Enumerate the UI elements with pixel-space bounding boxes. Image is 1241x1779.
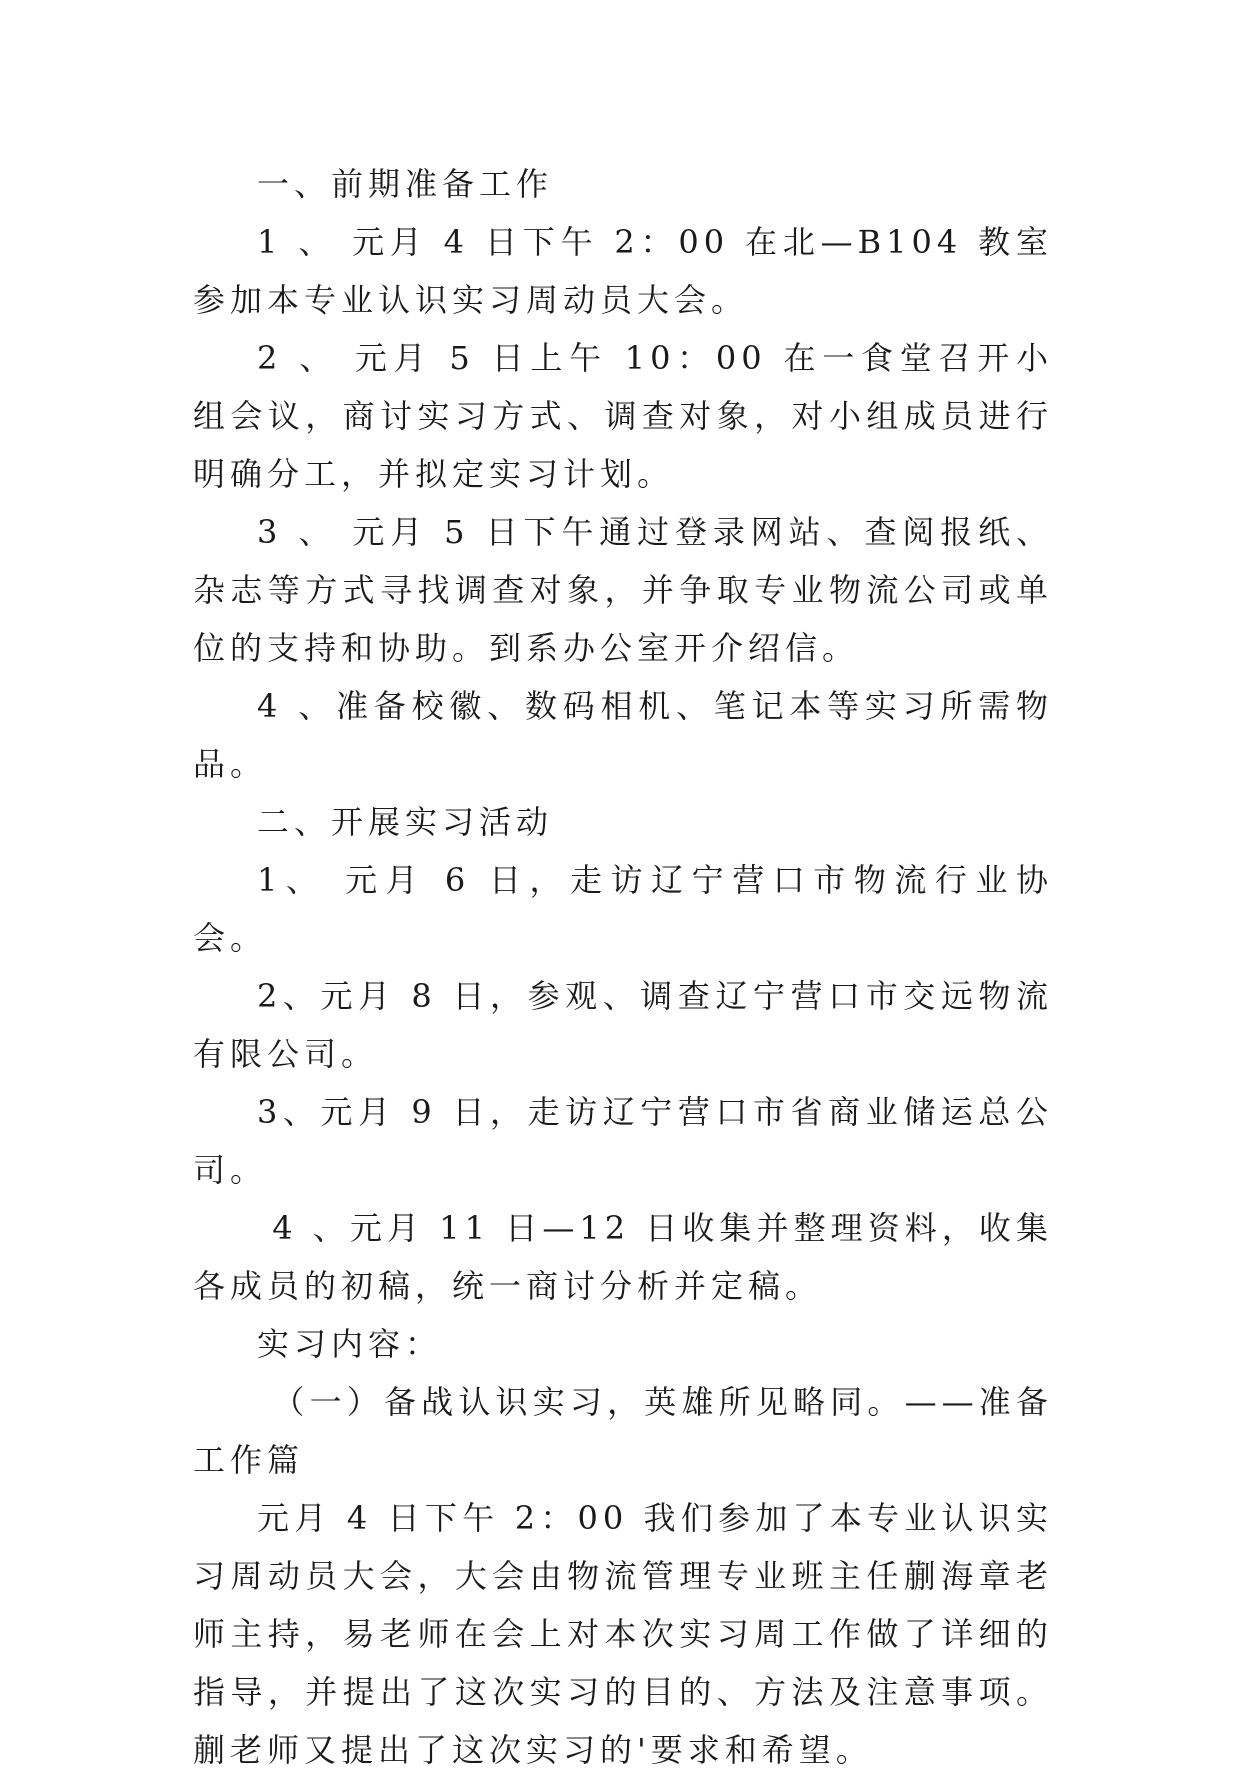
subsection-heading: （一）备战认识实习，英雄所见略同。——准备工作篇	[193, 1383, 1053, 1479]
list-item: 3 、 元月 5 日下午通过登录网站、查阅报纸、杂志等方式寻找调查对象，并争取专业物流公司或单位的支持和协助。到系办公室开介绍信。	[193, 513, 1053, 667]
list-item: 4 、元月 11 日—12 日收集并整理资料，收集各成员的初稿，统一商讨分析并定稿。	[193, 1209, 1053, 1305]
document-body	[193, 155, 1053, 1779]
list-item: 2 、 元月 5 日上午 10：00 在一食堂召开小组会议，商讨实习方式、调查对象，对小组成员进行明确分工，并拟定实习计划。	[193, 339, 1053, 493]
list-item: 1、 元月 6 日，走访辽宁营口市物流行业协会。	[193, 861, 1053, 957]
list-item: 3、元月 9 日，走访辽宁营口市省商业储运总公司。	[193, 1093, 1053, 1189]
section-heading-content: 实习内容：	[257, 1325, 443, 1363]
section-heading-preparation: 一、前期准备工作	[257, 165, 554, 203]
section-heading-activities: 二、开展实习活动	[257, 803, 554, 841]
body-paragraph: 元月 4 日下午 2：00 我们参加了本专业认识实习周动员大会，大会由物流管理专业班主任蒯海章老师主持，易老师在会上对本次实习周工作做了详细的指导，并提出了这次实习的目的、方法及注意事项。蒯老师又提出了这次实习的'要求和希望。	[193, 1499, 1053, 1769]
list-item: 2、元月 8 日，参观、调查辽宁营口市交远物流有限公司。	[193, 977, 1053, 1073]
list-item: 1 、 元月 4 日下午 2：00 在北—B104 教室参加本专业认识实习周动员大会。	[193, 223, 1053, 319]
list-item: 4 、准备校徽、数码相机、笔记本等实习所需物品。	[193, 687, 1053, 783]
